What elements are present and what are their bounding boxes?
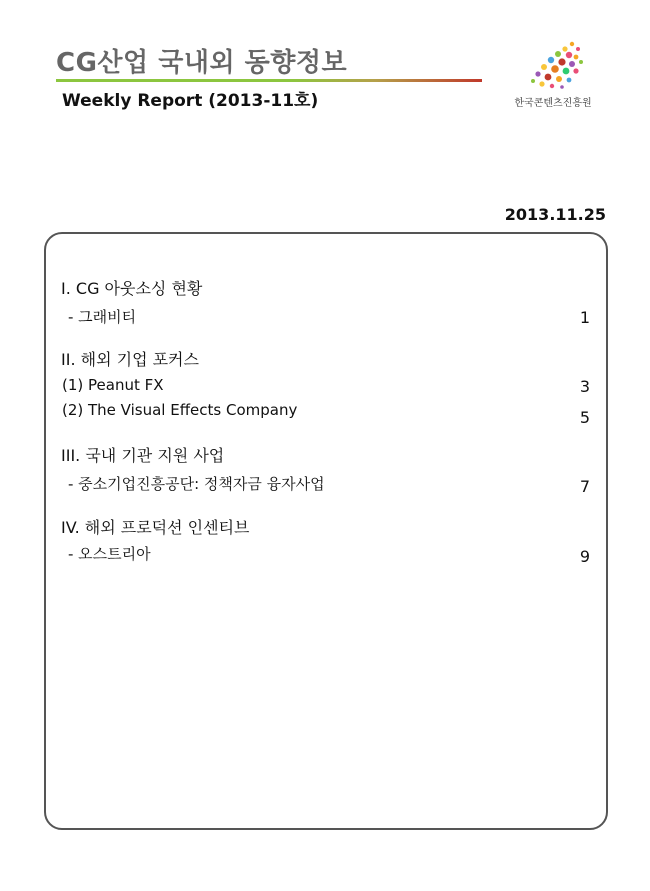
title-underline-bar <box>56 79 482 82</box>
toc-section-heading: III. 국내 기관 지원 사업 <box>61 446 225 465</box>
toc-item-page: 5 <box>579 408 590 427</box>
toc-item-page: 9 <box>579 547 590 566</box>
kocca-logo <box>508 40 598 114</box>
toc-item-label: (1) Peanut FX <box>62 376 164 394</box>
toc-item-page: 1 <box>579 308 590 327</box>
kocca-logo-text: 한국콘텐츠진흥원 <box>514 98 592 109</box>
kocca-logo-icon <box>518 40 588 90</box>
toc-item-label: - 중소기업진흥공단: 정책자금 융자사업 <box>68 475 325 493</box>
toc-item-page: 7 <box>579 477 590 496</box>
toc-item-label: - 오스트리아 <box>68 545 151 563</box>
report-date: 2013.11.25 <box>504 205 606 224</box>
report-title: CG산업 국내외 동향정보 <box>56 48 348 78</box>
toc-section-heading: I. CG 아웃소싱 현황 <box>61 279 203 298</box>
toc-section-heading: II. 해외 기업 포커스 <box>61 350 199 369</box>
report-subtitle: Weekly Report (2013-11호) <box>62 91 319 111</box>
toc-section-heading: IV. 해외 프로덕션 인센티브 <box>61 518 250 537</box>
toc-item-label: - 그래비티 <box>68 308 137 326</box>
table-of-contents <box>44 232 608 830</box>
toc-item-page: 3 <box>579 377 590 396</box>
toc-item-label: (2) The Visual Effects Company <box>62 401 298 419</box>
